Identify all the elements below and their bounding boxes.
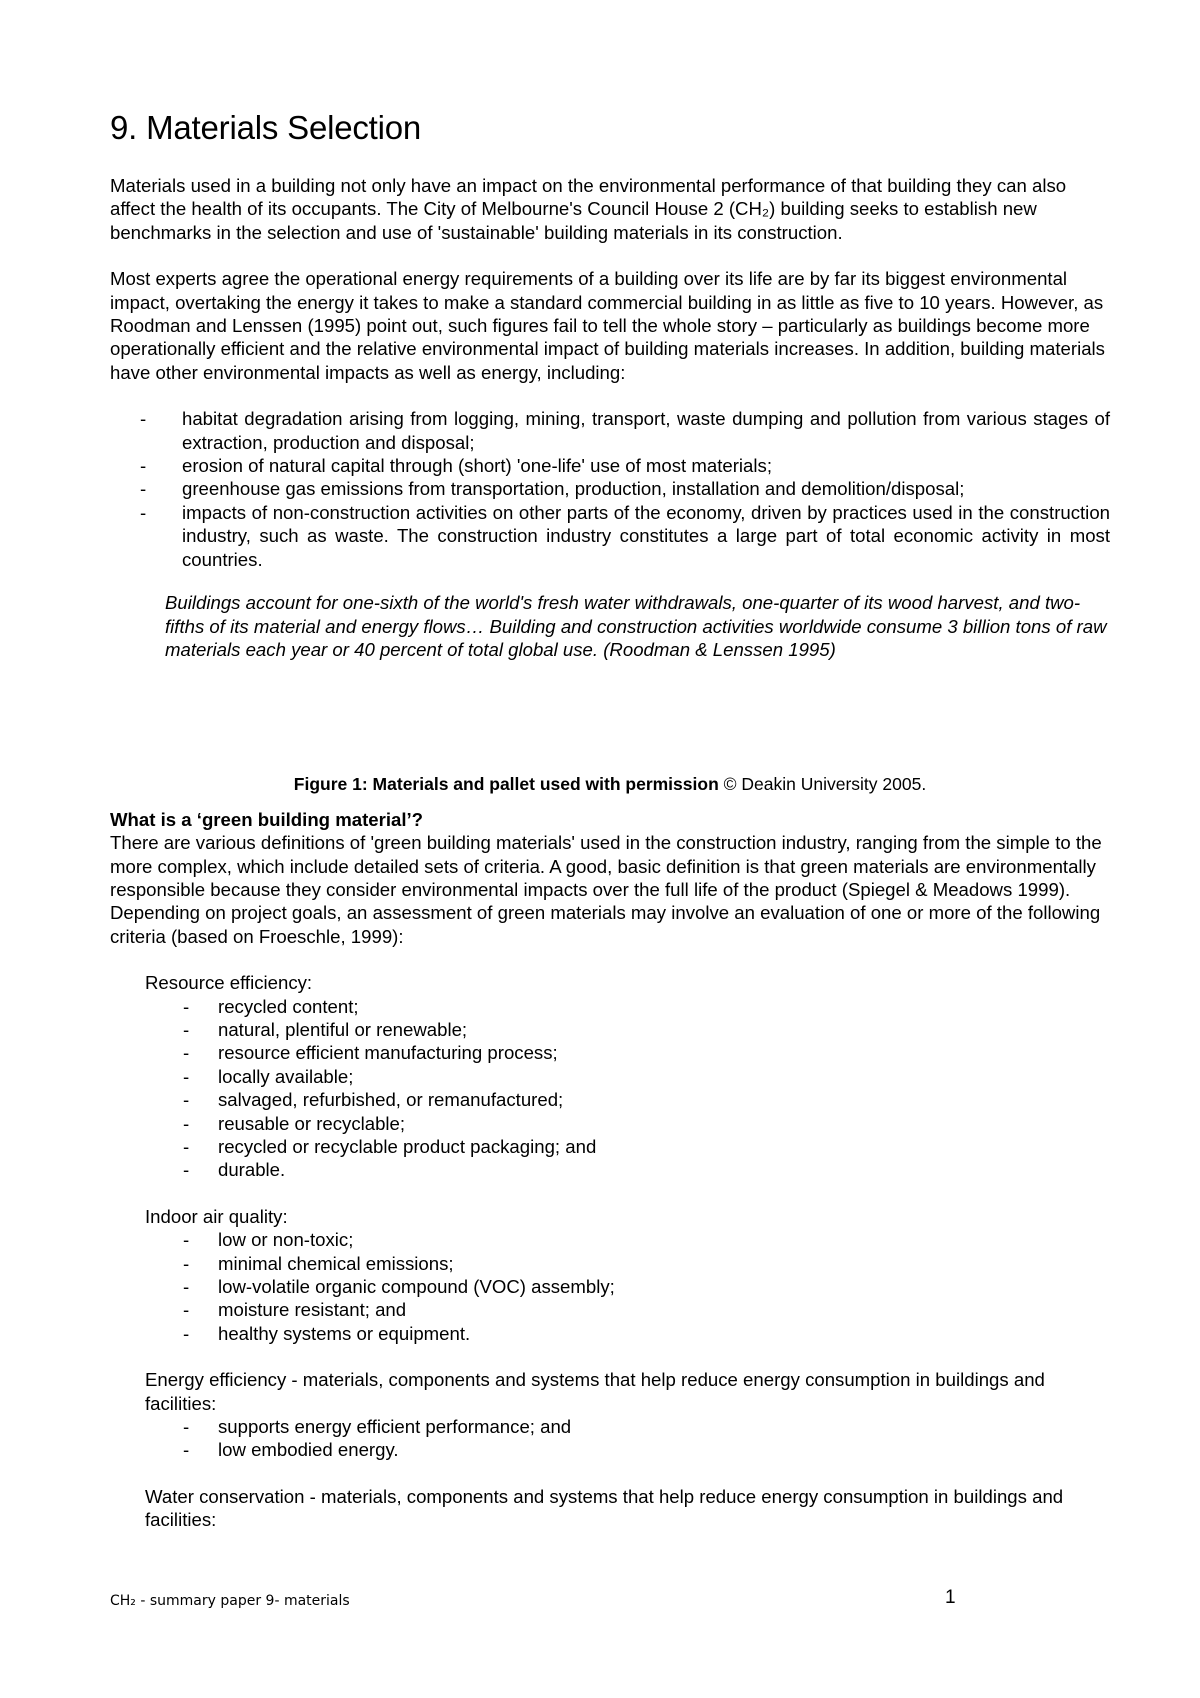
list-item: - reusable or recyclable; bbox=[183, 1112, 406, 1134]
dash-marker: - bbox=[183, 1089, 190, 1111]
dash-marker: - bbox=[183, 1136, 190, 1157]
block-quote: Buildings account for one-sixth of the world's fresh water withdrawals, one-quarter of its wood harvest, and two-fifths of its material and energy flows… Building and construction activities worldwide consume 3 billion tons of raw materials each year or 40 percent of total global use. (Roodman & Lenssen 1995) bbox=[165, 592, 1107, 660]
criteria-list bbox=[145, 1415, 1110, 1462]
dash-marker: - bbox=[183, 1042, 190, 1064]
dash-marker: - bbox=[183, 1112, 190, 1134]
impacts-list bbox=[110, 407, 1110, 571]
dash-marker: - bbox=[140, 478, 147, 500]
figure-caption-label: Figure 1: Materials and pallet used with permission bbox=[293, 774, 719, 795]
criteria-list bbox=[145, 1228, 1110, 1345]
criteria-list bbox=[145, 995, 1110, 1182]
page-content bbox=[110, 106, 1110, 1532]
section-heading: What is a ‘green building material’? bbox=[110, 808, 424, 830]
list-item: - resource efficient manufacturing process; bbox=[183, 1042, 558, 1064]
dash-marker: - bbox=[183, 1276, 190, 1298]
criteria-title: Resource efficiency: bbox=[145, 972, 313, 994]
list-item: - greenhouse gas emissions from transportation, production, installation and demolition/disposal; bbox=[140, 478, 965, 500]
list-item: - recycled content; bbox=[183, 995, 359, 1017]
section-body: There are various definitions of 'green building materials' used in the construction industry, ranging from the simple to the more complex, which include detailed sets of criteria. A good, basic definition is that green materials are environmentally responsible because they consider environmental impacts over the full life of the product (Spiegel & Meadows 1999). Depending on project goals, an assessment of green materials may involve an evaluation of one or more of the following criteria (based on Froeschle, 1999): bbox=[110, 832, 1102, 947]
list-item: - minimal chemical emissions; bbox=[183, 1252, 454, 1274]
criteria-title: Water conservation - materials, components and systems that help reduce energy consumption in buildings and facilities: bbox=[145, 1485, 1064, 1531]
list-item: - low or non-toxic; bbox=[183, 1229, 354, 1251]
dash-marker: - bbox=[183, 1299, 190, 1321]
list-item: - salvaged, refurbished, or remanufactured; bbox=[183, 1089, 564, 1111]
list-item: - natural, plentiful or renewable; bbox=[183, 1018, 468, 1040]
list-item: - erosion of natural capital through (short) 'one-life' use of most materials; bbox=[140, 455, 772, 477]
dash-marker: - bbox=[183, 1159, 190, 1181]
dash-marker: - bbox=[183, 1416, 190, 1438]
list-item: - moisture resistant; and bbox=[183, 1299, 407, 1321]
dash-marker: - bbox=[140, 408, 147, 430]
dash-marker: - bbox=[183, 1252, 190, 1274]
dash-marker: - bbox=[140, 501, 147, 523]
list-item: - recycled or recyclable product packaging; and bbox=[183, 1136, 597, 1157]
dash-marker: - bbox=[183, 995, 190, 1017]
dash-marker: - bbox=[183, 1322, 190, 1344]
intro-paragraph-2: Most experts agree the operational energy requirements of a building over its life are by far its biggest environmental impact, overtaking the energy it takes to make a standard commercial building in as little as five to 10 years. However, as Roodman and Lenssen (1995) point out, such figures fail to tell the whole story – particularly as buildings become more operationally efficient and the relative environmental impact of building materials increases. In addition, building materials have other environmental impacts as well as energy, including: bbox=[110, 268, 1105, 383]
list-item: - low-volatile organic compound (VOC) assembly; bbox=[183, 1276, 615, 1298]
page-number: 1 bbox=[945, 1587, 956, 1608]
list-item: - locally available; bbox=[183, 1065, 354, 1087]
intro-paragraph-1: Materials used in a building not only have an impact on the environmental performance of that building they can also affect the health of its occupants. The City of Melbourne's Council House 2 (CH₂) building seeks to establish new benchmarks in the selection and use of 'sustainable' building materials in its construction. bbox=[110, 175, 1067, 243]
page-title: 9. Materials Selection bbox=[110, 109, 422, 146]
dash-marker: - bbox=[183, 1018, 190, 1040]
list-item: - habitat degradation arising from logging, mining, transport, waste dumping and pollution from various stages of extraction, production and disposal; bbox=[140, 408, 1110, 453]
list-item: - low embodied energy. bbox=[183, 1439, 399, 1461]
footer-document-title: CH₂ - summary paper 9- materials bbox=[110, 1593, 350, 1609]
dash-marker: - bbox=[140, 455, 147, 477]
list-item: - supports energy efficient performance; and bbox=[183, 1416, 572, 1438]
dash-marker: - bbox=[183, 1065, 190, 1087]
figure-caption bbox=[110, 773, 1110, 796]
list-item: - durable. bbox=[183, 1159, 286, 1181]
figure-caption-credit: © Deakin University 2005. bbox=[718, 774, 927, 795]
criteria-groups bbox=[145, 971, 1110, 1532]
criteria-title: Indoor air quality: bbox=[145, 1205, 288, 1227]
list-item: - healthy systems or equipment. bbox=[183, 1322, 471, 1344]
list-item: - impacts of non-construction activities on other parts of the economy, driven by practices used in the construction industry, such as waste. The construction industry constitutes a large part of total economic activity in most countries. bbox=[140, 501, 1110, 570]
figure-area bbox=[110, 661, 1110, 773]
dash-marker: - bbox=[183, 1439, 190, 1461]
dash-marker: - bbox=[183, 1229, 190, 1251]
criteria-title: Energy efficiency - materials, components and systems that help reduce energy consumption in buildings and facilities: bbox=[145, 1369, 1045, 1414]
